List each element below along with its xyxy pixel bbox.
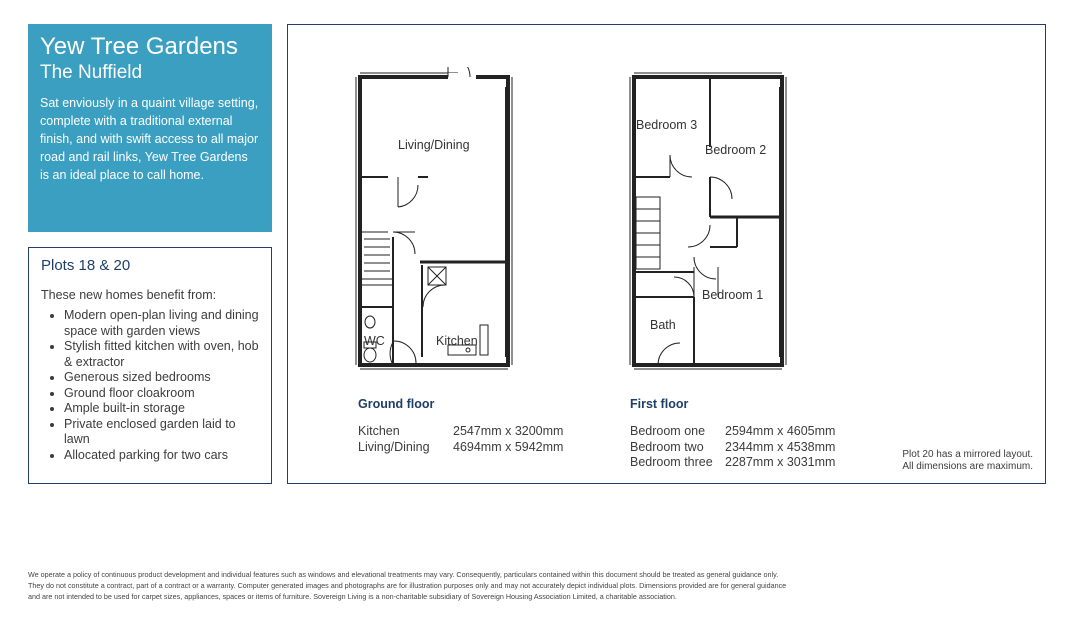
room-size: 2344mm x 4538mm: [725, 439, 836, 454]
layout-note: [902, 449, 1033, 473]
room-size: 4694mm x 5942mm: [453, 439, 564, 454]
first-floor-plan: [622, 67, 802, 397]
room-name: Bedroom one: [630, 424, 706, 438]
feature-item: • Allocated parking for two cars: [64, 448, 259, 464]
room-label-kitchen: Kitchen: [436, 334, 478, 348]
ground-floor-title: Ground floor: [358, 397, 435, 411]
room-size: 2594mm x 4605mm: [725, 424, 836, 438]
features-intro: These new homes benefit from:: [41, 288, 217, 302]
room-name: Living/Dining: [358, 439, 430, 454]
feature-item: • Ample built-in storage: [64, 401, 259, 417]
feature-item: • Modern open-plan living and dining space with garden views: [64, 308, 259, 339]
table-row: [358, 440, 563, 456]
feature-item: • Ground floor cloakroom: [64, 386, 259, 402]
disclaimer-line: We operate a policy of continuous product development and individual features such as windows and elevational treatments may vary. Consequently, particulars contained within this document should be treated as general guidance only.: [28, 570, 779, 579]
house-type-subtitle: The Nuffield: [40, 62, 143, 83]
floorplan-panel: [287, 24, 1046, 484]
feature-item: • Stylish fitted kitchen with oven, hob & extractor: [64, 339, 259, 370]
table-row: [630, 440, 835, 456]
ground-floor-plan: [348, 67, 528, 397]
hero-panel: [28, 24, 272, 232]
disclaimer-line: They do not constitute a contract, part of a contract or a warranty. Computer generated images and photographs are for illustration purposes only and may not accurately depict individual plots. Dimensions provided are for general guidance: [28, 581, 787, 590]
legal-disclaimer: [28, 569, 1028, 602]
room-label-bedroom-2: Bedroom 2: [705, 143, 767, 157]
first-floor-dimensions: [630, 424, 835, 471]
room-name: Bedroom three: [630, 455, 713, 469]
room-label-wc: WC: [364, 334, 385, 348]
plots-title: Plots 18 & 20: [41, 257, 131, 274]
disclaimer-line: and are not intended to be used for carpet sizes, appliances, spaces or items of furniture. Sovereign Living is a non-charitable subsidiary of Sovereign Housing Association Limited, a charitable association.: [28, 592, 677, 601]
dimensions-note: All dimensions are maximum.: [902, 461, 1033, 472]
room-size: 2287mm x 3031mm: [725, 455, 836, 469]
mirrored-layout-note: Plot 20 has a mirrored layout.: [902, 449, 1033, 460]
room-name: Bedroom two: [630, 439, 704, 454]
feature-item: • Private enclosed garden laid to lawn: [64, 417, 259, 448]
room-size: 2547mm x 3200mm: [453, 424, 564, 438]
feature-item: • Generous sized bedrooms: [64, 370, 259, 386]
table-row: [630, 455, 835, 471]
features-list: [41, 308, 259, 463]
ground-floor-dimensions: [358, 424, 563, 455]
room-name: Kitchen: [358, 424, 400, 438]
development-description: Sat enviously in a quaint village setting, complete with a traditional external finish, and with swift access to all major road and rail links, Yew Tree Gardens is an ideal place to call home.: [40, 96, 259, 182]
development-title: Yew Tree Gardens: [40, 33, 238, 60]
table-row: [358, 424, 563, 440]
plots-panel: [28, 247, 272, 484]
table-row: [630, 424, 835, 440]
room-label-living-dining: Living/Dining: [398, 138, 470, 152]
room-label-bedroom-1: Bedroom 1: [702, 288, 764, 302]
first-floor-title: First floor: [630, 397, 689, 411]
room-label-bath: Bath: [650, 318, 676, 332]
room-label-bedroom-3: Bedroom 3: [636, 118, 698, 132]
